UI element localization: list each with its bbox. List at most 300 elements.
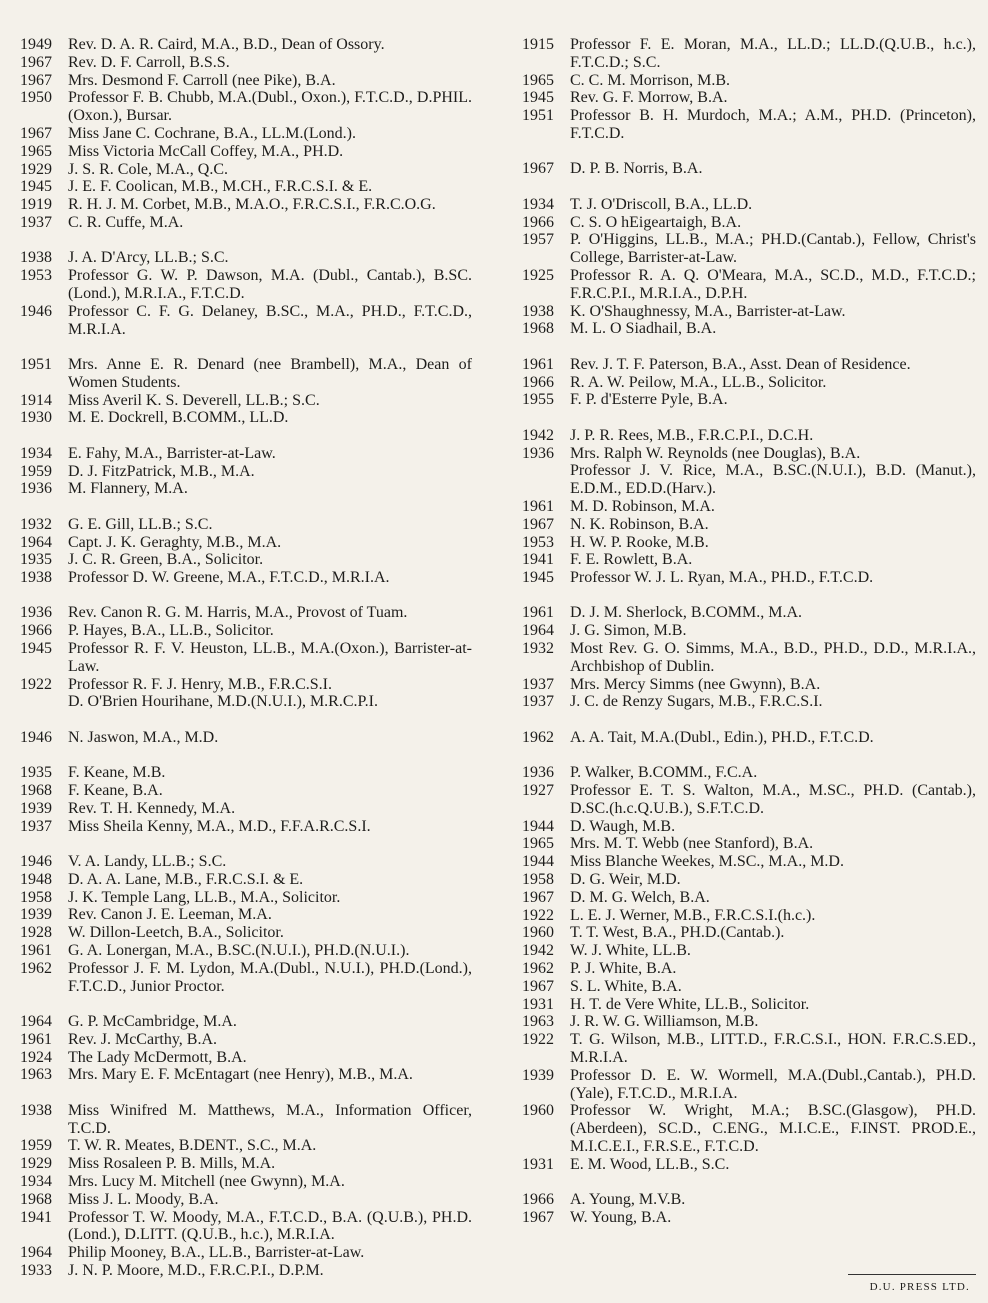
entry-year: 1937 bbox=[522, 693, 554, 711]
entry-year bbox=[522, 462, 570, 498]
list-item bbox=[522, 729, 976, 747]
entry-year: 1963 bbox=[20, 1066, 52, 1084]
list-item bbox=[20, 54, 472, 72]
entry-year: 1968 bbox=[20, 1190, 52, 1208]
entry-text: D. A. A. Lane, M.B., F.R.C.S.I. & E. bbox=[68, 870, 304, 888]
entry-year: 1925 bbox=[522, 266, 554, 284]
list-item bbox=[522, 871, 976, 889]
entry-year: 1967 bbox=[522, 1208, 554, 1226]
entry-text: F. E. Rowlett, B.A. bbox=[570, 551, 693, 569]
entry-text: W. J. White, LL.B. bbox=[570, 942, 691, 960]
list-item bbox=[20, 818, 472, 836]
entry-text: M. Flannery, M.A. bbox=[68, 480, 188, 498]
list-item bbox=[20, 1209, 472, 1245]
entry-year: 1922 bbox=[522, 1031, 554, 1049]
entry-text: Professor G. W. P. Dawson, M.A. (Dubl., Cantab.), B.SC.(Lond.), M.R.I.A., F.T.C.D. bbox=[68, 267, 472, 302]
entry-year: 1941 bbox=[20, 1208, 52, 1226]
entry-year: 1936 bbox=[522, 444, 554, 462]
list-item bbox=[522, 72, 976, 90]
list-item bbox=[20, 534, 472, 552]
entry-year: 1961 bbox=[522, 355, 554, 373]
entry-text: H. W. P. Rooke, M.B. bbox=[570, 533, 709, 551]
list-item bbox=[20, 800, 472, 818]
entry-text: Professor D. E. W. Wormell, M.A.(Dubl.,Cantab.), PH.D.(Yale), F.T.C.D., M.R.I.A. bbox=[570, 1066, 976, 1102]
list-item bbox=[20, 303, 472, 339]
entry-text: T. T. West, B.A., PH.D.(Cantab.). bbox=[570, 924, 785, 942]
entry-text: Miss Victoria McCall Coffey, M.A., PH.D. bbox=[68, 142, 344, 160]
list-item bbox=[522, 427, 976, 445]
list-item bbox=[522, 604, 976, 622]
list-item bbox=[522, 231, 976, 267]
entry-text: D. Waugh, M.B. bbox=[570, 817, 676, 835]
entry-year bbox=[20, 693, 68, 711]
entry-text: Professor C. F. G. Delaney, B.SC., M.A., PH.D., F.T.C.D., M.R.I.A. bbox=[68, 302, 472, 338]
list-item bbox=[522, 889, 976, 907]
list-item bbox=[20, 161, 472, 179]
list-item bbox=[522, 374, 976, 392]
entry-year: 1931 bbox=[522, 995, 554, 1013]
list-item bbox=[522, 924, 976, 942]
entry-year: 1945 bbox=[522, 89, 554, 107]
entry-year: 1936 bbox=[522, 764, 554, 782]
entry-year: 1944 bbox=[522, 817, 554, 835]
entry-text: A. Young, M.V.B. bbox=[570, 1191, 686, 1209]
list-item bbox=[522, 160, 976, 178]
list-item bbox=[20, 178, 472, 196]
entry-text: Professor J. V. Rice, M.A., B.SC.(N.U.I.), B.D. (Manut.), E.D.M., ED.D.(Harv.). bbox=[570, 462, 976, 498]
entry-text: A. A. Tait, M.A.(Dubl., Edin.), PH.D., F.T.C.D. bbox=[570, 728, 874, 746]
entry-text: J. R. W. G. Williamson, M.B. bbox=[570, 1013, 759, 1031]
entry-text: Miss Sheila Kenny, M.A., M.D., F.F.A.R.C.S.I. bbox=[68, 817, 371, 835]
entry-text: Miss Winifred M. Matthews, M.A., Information Officer, T.C.D. bbox=[68, 1101, 472, 1137]
entry-text: J. K. Temple Lang, LL.B., M.A., Solicitor. bbox=[68, 888, 341, 906]
entry-text: W. Dillon-Leetch, B.A., Solicitor. bbox=[68, 924, 284, 942]
list-item bbox=[20, 640, 472, 676]
entry-text: Mrs. Anne E. R. Denard (nee Brambell), M.A., Dean of Women Students. bbox=[68, 355, 472, 391]
list-item bbox=[20, 1191, 472, 1209]
list-item bbox=[522, 214, 976, 232]
entry-text: N. K. Robinson, B.A. bbox=[570, 515, 709, 533]
list-item bbox=[20, 1262, 472, 1280]
entry-year: 1934 bbox=[20, 444, 52, 462]
list-item bbox=[522, 498, 976, 516]
list-item bbox=[20, 1031, 472, 1049]
list-item bbox=[522, 462, 976, 498]
list-item bbox=[20, 1049, 472, 1067]
entry-year: 1929 bbox=[20, 160, 52, 178]
entry-text: M. D. Robinson, M.A. bbox=[570, 497, 715, 515]
list-item bbox=[20, 942, 472, 960]
entry-year: 1962 bbox=[522, 728, 554, 746]
list-item bbox=[20, 960, 472, 996]
list-item bbox=[522, 534, 976, 552]
list-item bbox=[522, 942, 976, 960]
list-item bbox=[20, 622, 472, 640]
entry-text: Professor R. F. J. Henry, M.B., F.R.C.S.I. bbox=[68, 675, 332, 693]
entry-year: 1966 bbox=[522, 373, 554, 391]
list-item bbox=[522, 196, 976, 214]
entry-year: 1965 bbox=[522, 71, 554, 89]
entry-year: 1966 bbox=[522, 213, 554, 231]
entry-year: 1924 bbox=[20, 1048, 52, 1066]
entry-text: D. M. G. Welch, B.A. bbox=[570, 888, 710, 906]
entry-year: 1932 bbox=[20, 515, 52, 533]
entry-year: 1968 bbox=[522, 320, 554, 338]
list-item bbox=[20, 196, 472, 214]
entry-text: Miss Jane C. Cochrane, B.A., LL.M.(Lond.). bbox=[68, 124, 356, 142]
entry-text: L. E. J. Werner, M.B., F.R.C.S.I.(h.c.). bbox=[570, 906, 816, 924]
entry-year: 1957 bbox=[522, 231, 554, 249]
entry-text: W. Young, B.A. bbox=[570, 1208, 672, 1226]
list-item bbox=[20, 906, 472, 924]
entry-text: Miss Averil K. S. Deverell, LL.B.; S.C. bbox=[68, 391, 320, 409]
entry-year: 1967 bbox=[20, 71, 52, 89]
entry-text: R. H. J. M. Corbet, M.B., M.A.O., F.R.C.S.I., F.R.C.O.G. bbox=[68, 196, 436, 214]
entry-text: D. O'Brien Hourihane, M.D.(N.U.I.), M.R.C.P.I. bbox=[68, 693, 378, 711]
entry-text: T. G. Wilson, M.B., LITT.D., F.R.C.S.I., HON. F.R.C.S.ED., M.R.I.A. bbox=[570, 1031, 976, 1066]
entry-text: K. O'Shaughnessy, M.A., Barrister-at-Law. bbox=[570, 302, 846, 320]
list-item bbox=[522, 818, 976, 836]
entry-text: Philip Mooney, B.A., LL.B., Barrister-at-Law. bbox=[68, 1244, 365, 1262]
list-item bbox=[20, 480, 472, 498]
entry-text: Mrs. Mary E. F. McEntagart (nee Henry), M.B., M.A. bbox=[68, 1066, 413, 1084]
list-item bbox=[20, 676, 472, 694]
entry-text: T. W. R. Meates, B.DENT., S.C., M.A. bbox=[68, 1137, 317, 1155]
list-item bbox=[20, 445, 472, 463]
entry-year: 1919 bbox=[20, 196, 52, 214]
entry-text: Professor E. T. S. Walton, M.A., M.SC., PH.D. (Cantab.), D.SC.(h.c.Q.U.B.), S.F.T.C.D. bbox=[570, 782, 976, 817]
entry-text: Mrs. Desmond F. Carroll (nee Pike), B.A. bbox=[68, 71, 336, 89]
entry-text: E. Fahy, M.A., Barrister-at-Law. bbox=[68, 444, 276, 462]
list-item bbox=[20, 72, 472, 90]
list-item bbox=[20, 1244, 472, 1262]
list-item bbox=[522, 676, 976, 694]
entry-text: M. E. Dockrell, B.COMM., LL.D. bbox=[68, 409, 289, 427]
list-item bbox=[522, 978, 976, 996]
entry-text: Capt. J. K. Geraghty, M.B., M.A. bbox=[68, 533, 282, 551]
entry-year: 1959 bbox=[20, 1137, 52, 1155]
entry-year: 1945 bbox=[20, 640, 52, 658]
list-item bbox=[522, 445, 976, 463]
entry-year: 1936 bbox=[20, 604, 52, 622]
entry-year: 1961 bbox=[522, 497, 554, 515]
entry-year: 1928 bbox=[20, 924, 52, 942]
entry-year: 1922 bbox=[522, 906, 554, 924]
right-column bbox=[522, 36, 976, 1227]
entry-text: Rev. Canon J. E. Leeman, M.A. bbox=[68, 906, 272, 924]
entry-text: Rev. D. A. R. Caird, M.A., B.D., Dean of Ossory. bbox=[68, 36, 385, 53]
list-item bbox=[20, 1013, 472, 1031]
list-item bbox=[522, 89, 976, 107]
list-item bbox=[522, 267, 976, 303]
list-item bbox=[522, 1209, 976, 1227]
list-item bbox=[20, 356, 472, 392]
entry-year: 1962 bbox=[20, 959, 52, 977]
list-item bbox=[20, 924, 472, 942]
entry-text: Rev. G. F. Morrow, B.A. bbox=[570, 89, 728, 107]
entry-year: 1964 bbox=[20, 1013, 52, 1030]
entry-text: Rev. T. H. Kennedy, M.A. bbox=[68, 799, 236, 817]
entry-text: D. G. Weir, M.D. bbox=[570, 871, 681, 889]
list-item bbox=[522, 1156, 976, 1174]
entry-text: Rev. J. T. F. Paterson, B.A., Asst. Dean of Residence. bbox=[570, 355, 911, 373]
entry-text: T. J. O'Driscoll, B.A., LL.D. bbox=[570, 195, 753, 213]
entry-text: S. L. White, B.A. bbox=[570, 977, 682, 995]
entry-text: J. P. R. Rees, M.B., F.R.C.P.I., D.C.H. bbox=[570, 426, 814, 444]
entry-text: The Lady McDermott, B.A. bbox=[68, 1048, 247, 1066]
list-item bbox=[20, 729, 472, 747]
entry-year: 1961 bbox=[20, 1030, 52, 1048]
entry-year: 1951 bbox=[20, 355, 52, 373]
entry-year: 1967 bbox=[522, 515, 554, 533]
entry-text: Mrs. Lucy M. Mitchell (nee Gwynn), M.A. bbox=[68, 1172, 345, 1190]
entry-text: E. M. Wood, LL.B., S.C. bbox=[570, 1155, 730, 1173]
entry-year: 1946 bbox=[20, 728, 52, 746]
entry-year: 1937 bbox=[522, 675, 554, 693]
list-item bbox=[522, 764, 976, 782]
list-item bbox=[522, 569, 976, 587]
entry-year: 1949 bbox=[20, 36, 52, 53]
entry-year: 1937 bbox=[20, 213, 52, 231]
entry-text: Professor F. B. Chubb, M.A.(Dubl., Oxon.), F.T.C.D., D.PHIL.(Oxon.), Bursar. bbox=[68, 89, 472, 125]
entry-year: 1967 bbox=[20, 53, 52, 71]
entry-year: 1938 bbox=[20, 569, 52, 587]
entry-text: Mrs. M. T. Webb (nee Stanford), B.A. bbox=[570, 835, 814, 853]
list-item bbox=[522, 1102, 976, 1155]
entry-text: P. Hayes, B.A., LL.B., Solicitor. bbox=[68, 622, 274, 640]
entry-text: Professor B. H. Murdoch, M.A.; A.M., PH.D. (Princeton), F.T.C.D. bbox=[570, 107, 976, 142]
list-item bbox=[20, 267, 472, 303]
entry-text: R. A. W. Peilow, M.A., LL.B., Solicitor. bbox=[570, 373, 827, 391]
list-item bbox=[522, 107, 976, 143]
list-item bbox=[522, 782, 976, 818]
entry-year: 1959 bbox=[20, 462, 52, 480]
entry-year: 1966 bbox=[522, 1191, 554, 1209]
list-item bbox=[20, 853, 472, 871]
list-item bbox=[20, 409, 472, 427]
entry-year: 1965 bbox=[522, 835, 554, 853]
entry-text: J. N. P. Moore, M.D., F.R.C.P.I., D.P.M. bbox=[68, 1261, 324, 1279]
entry-year: 1953 bbox=[522, 533, 554, 551]
entry-text: Professor D. W. Greene, M.A., F.T.C.D., M.R.I.A. bbox=[68, 569, 390, 587]
list-item bbox=[522, 693, 976, 711]
entry-text: G. E. Gill, LL.B.; S.C. bbox=[68, 515, 213, 533]
entry-year: 1958 bbox=[522, 871, 554, 889]
printer-imprint: D.U. PRESS LTD. bbox=[869, 1281, 970, 1293]
entry-year: 1936 bbox=[20, 480, 52, 498]
list-item bbox=[20, 143, 472, 161]
entry-year: 1941 bbox=[522, 551, 554, 569]
entry-year: 1938 bbox=[522, 302, 554, 320]
list-item bbox=[20, 764, 472, 782]
entry-year: 1935 bbox=[20, 551, 52, 569]
list-item bbox=[20, 871, 472, 889]
list-item bbox=[20, 1137, 472, 1155]
entry-year: 1955 bbox=[522, 391, 554, 409]
entry-year: 1953 bbox=[20, 267, 52, 285]
list-item bbox=[20, 36, 472, 54]
entry-text: J. S. R. Cole, M.A., Q.C. bbox=[68, 160, 229, 178]
entry-text: N. Jaswon, M.A., M.D. bbox=[68, 728, 219, 746]
list-item bbox=[522, 1191, 976, 1209]
list-item bbox=[20, 1066, 472, 1084]
entry-year: 1946 bbox=[20, 853, 52, 871]
entry-text: H. T. de Vere White, LL.B., Solicitor. bbox=[570, 995, 810, 1013]
entry-year: 1942 bbox=[522, 426, 554, 444]
entry-year: 1945 bbox=[20, 178, 52, 196]
list-item bbox=[522, 1013, 976, 1031]
entry-year: 1967 bbox=[522, 160, 554, 178]
entry-text: C. C. M. Morrison, M.B. bbox=[570, 71, 731, 89]
entry-year: 1938 bbox=[20, 249, 52, 267]
entry-text: Professor J. F. M. Lydon, M.A.(Dubl., N.U.I.), PH.D.(Lond.), F.T.C.D., Junior Proctor. bbox=[68, 959, 472, 995]
entry-text: G. P. McCambridge, M.A. bbox=[68, 1013, 237, 1030]
entry-year: 1960 bbox=[522, 1102, 554, 1120]
entry-year: 1964 bbox=[20, 533, 52, 551]
entry-text: Miss Rosaleen P. B. Mills, M.A. bbox=[68, 1155, 276, 1173]
list-item bbox=[20, 693, 472, 711]
entry-text: Mrs. Mercy Simms (nee Gwynn), B.A. bbox=[570, 675, 821, 693]
list-item bbox=[522, 622, 976, 640]
entry-text: Professor W. Wright, M.A.; B.SC.(Glasgow), PH.D. (Aberdeen), SC.D., C.ENG., M.I.C.E., F.INST. PROD.E., M.I.C.E.I., F.R.S.E., F.T.C.D. bbox=[570, 1102, 976, 1155]
entry-year: 1967 bbox=[522, 977, 554, 995]
entry-text: J. A. D'Arcy, LL.B.; S.C. bbox=[68, 249, 229, 267]
entry-year: 1939 bbox=[20, 799, 52, 817]
entry-text: J. E. F. Coolican, M.B., M.CH., F.R.C.S.I. & E. bbox=[68, 178, 373, 196]
entry-text: Most Rev. G. O. Simms, M.A., B.D., PH.D., D.D., M.R.I.A., Archbishop of Dublin. bbox=[570, 640, 976, 675]
list-item bbox=[20, 516, 472, 534]
entry-text: Rev. D. F. Carroll, B.S.S. bbox=[68, 53, 230, 71]
list-item bbox=[20, 214, 472, 232]
entry-year: 1938 bbox=[20, 1101, 52, 1119]
entry-year: 1932 bbox=[522, 640, 554, 658]
list-item bbox=[20, 889, 472, 907]
list-item bbox=[522, 391, 976, 409]
list-item bbox=[20, 125, 472, 143]
entry-year: 1929 bbox=[20, 1155, 52, 1173]
left-column bbox=[20, 36, 472, 1280]
entry-year: 1960 bbox=[522, 924, 554, 942]
entry-year: 1931 bbox=[522, 1155, 554, 1173]
entry-year: 1935 bbox=[20, 764, 52, 782]
list-item bbox=[20, 1173, 472, 1191]
entry-year: 1964 bbox=[20, 1244, 52, 1262]
list-item bbox=[20, 569, 472, 587]
entry-year: 1945 bbox=[522, 569, 554, 587]
entry-text: P. O'Higgins, LL.B., M.A.; PH.D.(Cantab.), Fellow, Christ's College, Barrister-at-Law. bbox=[570, 231, 976, 267]
entry-text: V. A. Landy, LL.B.; S.C. bbox=[68, 853, 227, 871]
entry-text: P. J. White, B.A. bbox=[570, 960, 677, 978]
entry-text: Miss J. L. Moody, B.A. bbox=[68, 1190, 219, 1208]
entry-year: 1944 bbox=[522, 853, 554, 871]
entry-year: 1967 bbox=[522, 888, 554, 906]
list-item bbox=[522, 303, 976, 321]
entry-year: 1927 bbox=[522, 782, 554, 800]
entry-year: 1951 bbox=[522, 107, 554, 125]
entry-year: 1958 bbox=[20, 888, 52, 906]
list-item bbox=[20, 782, 472, 800]
entry-year: 1948 bbox=[20, 870, 52, 888]
entry-year: 1922 bbox=[20, 675, 52, 693]
entry-text: C. R. Cuffe, M.A. bbox=[68, 213, 184, 231]
entry-year: 1930 bbox=[20, 409, 52, 427]
entry-year: 1934 bbox=[522, 195, 554, 213]
list-item bbox=[20, 551, 472, 569]
list-item bbox=[20, 1102, 472, 1138]
list-item bbox=[522, 853, 976, 871]
entry-text: Professor R. A. Q. O'Meara, M.A., SC.D., M.D., F.T.C.D.; F.R.C.P.I., M.R.I.A., D.P.H. bbox=[570, 266, 976, 302]
entry-text: F. Keane, M.B. bbox=[68, 764, 166, 782]
list-item bbox=[522, 1031, 976, 1067]
entry-year: 1965 bbox=[20, 142, 52, 160]
entry-text: M. L. O Siadhail, B.A. bbox=[570, 320, 717, 338]
entry-text: Mrs. Ralph W. Reynolds (nee Douglas), B.A. bbox=[570, 444, 861, 462]
entry-year: 1966 bbox=[20, 622, 52, 640]
entry-text: Rev. Canon R. G. M. Harris, M.A., Provost of Tuam. bbox=[68, 604, 408, 622]
entry-year: 1961 bbox=[20, 942, 52, 960]
entry-year: 1963 bbox=[522, 1013, 554, 1031]
list-item bbox=[20, 463, 472, 481]
list-item bbox=[522, 1067, 976, 1103]
list-item bbox=[522, 356, 976, 374]
entry-year: 1961 bbox=[522, 604, 554, 622]
entry-year: 1968 bbox=[20, 782, 52, 800]
entry-year: 1934 bbox=[20, 1172, 52, 1190]
entry-text: F. Keane, B.A. bbox=[68, 782, 163, 800]
entry-text: Professor T. W. Moody, M.A., F.T.C.D., B.A. (Q.U.B.), PH.D. (Lond.), D.LITT. (Q.U.B., h.c.), M.R.I.A. bbox=[68, 1208, 472, 1244]
entry-text: Professor W. J. L. Ryan, M.A., PH.D., F.T.C.D. bbox=[570, 569, 874, 587]
entry-year: 1964 bbox=[522, 622, 554, 640]
list-item bbox=[20, 89, 472, 125]
entry-year: 1962 bbox=[522, 960, 554, 978]
list-item bbox=[522, 551, 976, 569]
entry-text: P. Walker, B.COMM., F.C.A. bbox=[570, 764, 758, 782]
list-item bbox=[522, 320, 976, 338]
entry-year: 1967 bbox=[20, 124, 52, 142]
entry-text: Professor R. F. V. Heuston, LL.B., M.A.(Oxon.), Barrister-at-Law. bbox=[68, 640, 472, 675]
list-item bbox=[20, 604, 472, 622]
entry-year: 1946 bbox=[20, 302, 52, 320]
list-item bbox=[522, 996, 976, 1014]
list-item bbox=[20, 1155, 472, 1173]
entry-year: 1939 bbox=[20, 906, 52, 924]
entry-text: J. C. R. Green, B.A., Solicitor. bbox=[68, 551, 264, 569]
entry-text: D. P. B. Norris, B.A. bbox=[570, 160, 703, 178]
entry-year: 1950 bbox=[20, 89, 52, 107]
entry-text: Professor F. E. Moran, M.A., LL.D.; LL.D.(Q.U.B., h.c.), F.T.C.D.; S.C. bbox=[570, 36, 976, 71]
list-item bbox=[522, 516, 976, 534]
entry-year: 1939 bbox=[522, 1066, 554, 1084]
entry-year: 1933 bbox=[20, 1261, 52, 1279]
entry-text: Rev. J. McCarthy, B.A. bbox=[68, 1030, 218, 1048]
list-item bbox=[522, 640, 976, 676]
footer-rule bbox=[848, 1274, 976, 1275]
entry-year: 1914 bbox=[20, 391, 52, 409]
entry-text: D. J. FitzPatrick, M.B., M.A. bbox=[68, 462, 255, 480]
entry-text: G. A. Lonergan, M.A., B.SC.(N.U.I.), PH.D.(N.U.I.). bbox=[68, 942, 410, 960]
entry-text: Miss Blanche Weekes, M.SC., M.A., M.D. bbox=[570, 853, 844, 871]
list-item bbox=[522, 907, 976, 925]
list-item bbox=[522, 960, 976, 978]
list-item bbox=[522, 835, 976, 853]
entry-text: D. J. M. Sherlock, B.COMM., M.A. bbox=[570, 604, 803, 622]
entry-text: J. C. de Renzy Sugars, M.B., F.R.C.S.I. bbox=[570, 693, 823, 711]
list-item bbox=[20, 249, 472, 267]
entry-year: 1915 bbox=[522, 36, 554, 53]
list-item bbox=[522, 36, 976, 72]
list-item bbox=[20, 392, 472, 410]
entry-text: J. G. Simon, M.B. bbox=[570, 622, 687, 640]
